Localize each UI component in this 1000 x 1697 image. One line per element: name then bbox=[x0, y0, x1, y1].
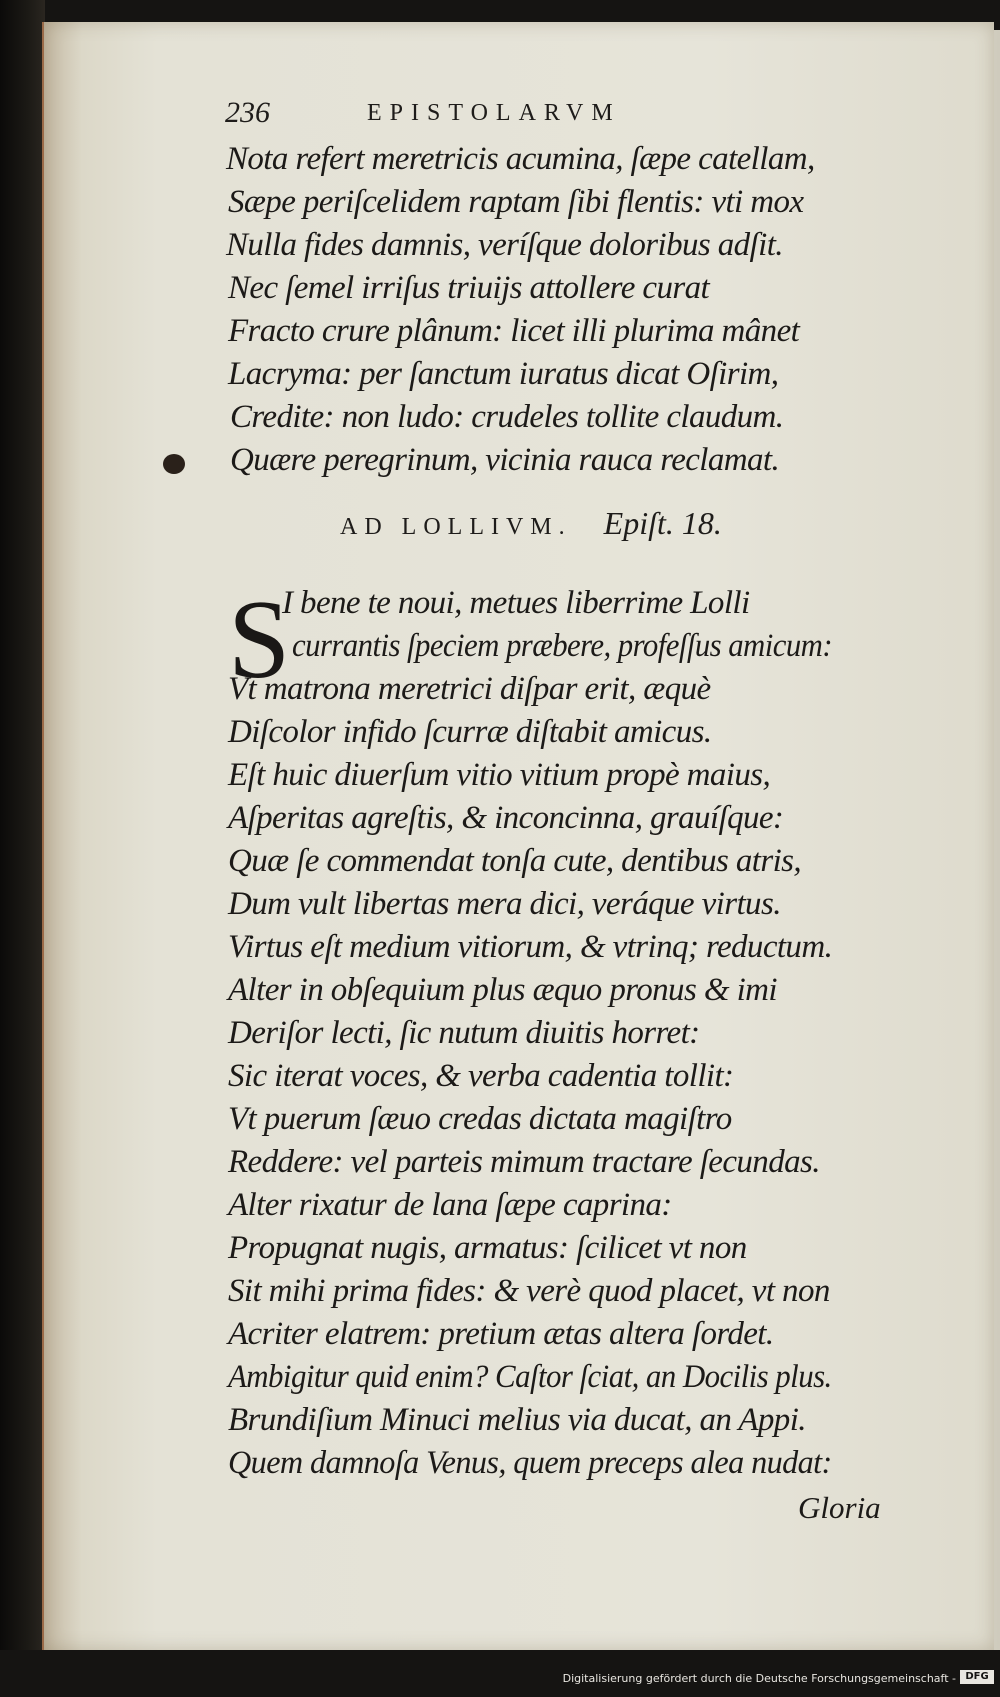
verse-line: Sic iterat voces, & verba cadentia tollit: bbox=[228, 1058, 734, 1094]
drop-cap: S bbox=[228, 578, 291, 702]
digitization-footer bbox=[0, 1650, 1000, 1697]
verse-line: Nota refert meretricis acumina, ſæpe catellam, bbox=[226, 141, 815, 177]
verse-line: Nulla fides damnis, veríſque doloribus adſit. bbox=[226, 227, 783, 263]
dfg-logo-icon: DFG bbox=[960, 1670, 994, 1684]
verse-line: Alter rixatur de lana ſæpe caprina: bbox=[228, 1187, 672, 1223]
catchword: Gloria bbox=[798, 1490, 881, 1525]
page-header bbox=[225, 96, 621, 130]
footer-credit: Digitalisierung gefördert durch die Deutsche Forschungsgemeinschaft - bbox=[562, 1672, 956, 1685]
verse-line: Deriſor lecti, ſic nutum diuitis horret: bbox=[228, 1015, 700, 1051]
epistle-number: Epiſt. 18. bbox=[603, 505, 722, 541]
running-title: EPISTOLARVM bbox=[367, 100, 621, 126]
verse-line: Credite: non ludo: crudeles tollite claudum. bbox=[230, 399, 784, 435]
book-spine-shadow bbox=[0, 0, 45, 1697]
verse-line: Fracto crure plânum: licet illi plurima mânet bbox=[228, 313, 800, 349]
verse-line: Brundiſium Minuci melius via ducat, an Appi. bbox=[228, 1402, 806, 1438]
verse-line: Nec ſemel irriſus triuijs attollere curat bbox=[228, 270, 710, 306]
verse-line: Aſperitas agreſtis, & inconcinna, grauíſque: bbox=[228, 800, 784, 836]
verse-line: I bene te noui, metues liberrime Lolli bbox=[282, 585, 750, 621]
verse-line: Ambigitur quid enim? Caſtor ſciat, an Docilis plus. bbox=[228, 1359, 832, 1395]
verse-line: Acriter elatrem: pretium ætas altera ſordet. bbox=[228, 1316, 774, 1352]
verse-line: Quære peregrinum, vicinia rauca reclamat. bbox=[230, 442, 780, 478]
verse-line: Dum vult libertas mera dici, veráque virtus. bbox=[228, 886, 781, 922]
verse-line: Eſt huic diuerſum vitio vitium propè maius, bbox=[228, 757, 771, 793]
ink-blot bbox=[163, 454, 185, 474]
page-number: 236 bbox=[225, 96, 270, 129]
verse-line: Quem damnoſa Venus, quem preceps alea nudat: bbox=[228, 1445, 832, 1481]
verse-line: Virtus eſt medium vitiorum, & vtrinq; reductum. bbox=[228, 929, 833, 965]
verse-line: Diſcolor infido ſcurræ diſtabit amicus. bbox=[228, 714, 712, 750]
verse-line: Alter in obſequium plus æquo pronus & imi bbox=[228, 972, 777, 1008]
verse-line: Propugnat nugis, armatus: ſcilicet vt non bbox=[228, 1230, 747, 1266]
verse-line: Vt matrona meretrici diſpar erit, æquè bbox=[228, 671, 711, 707]
epistle-heading bbox=[340, 505, 722, 542]
verse-line: Sit mihi prima fides: & verè quod placet, vt non bbox=[228, 1273, 830, 1309]
verse-line: currantis ſpeciem præbere, profeſſus amicum: bbox=[292, 628, 833, 664]
verse-line: Reddere: vel parteis mimum tractare ſecundas. bbox=[228, 1144, 820, 1180]
verse-line: Lacryma: per ſanctum iuratus dicat Oſirim, bbox=[228, 356, 779, 392]
verse-line: Sæpe periſcelidem raptam ſibi flentis: vti mox bbox=[228, 184, 804, 220]
verse-line: Vt puerum ſæuo credas dictata magiſtro bbox=[228, 1101, 732, 1137]
epistle-title: AD LOLLIVM. bbox=[340, 514, 572, 540]
verse-line: Quæ ſe commendat tonſa cute, dentibus atris, bbox=[228, 843, 802, 879]
